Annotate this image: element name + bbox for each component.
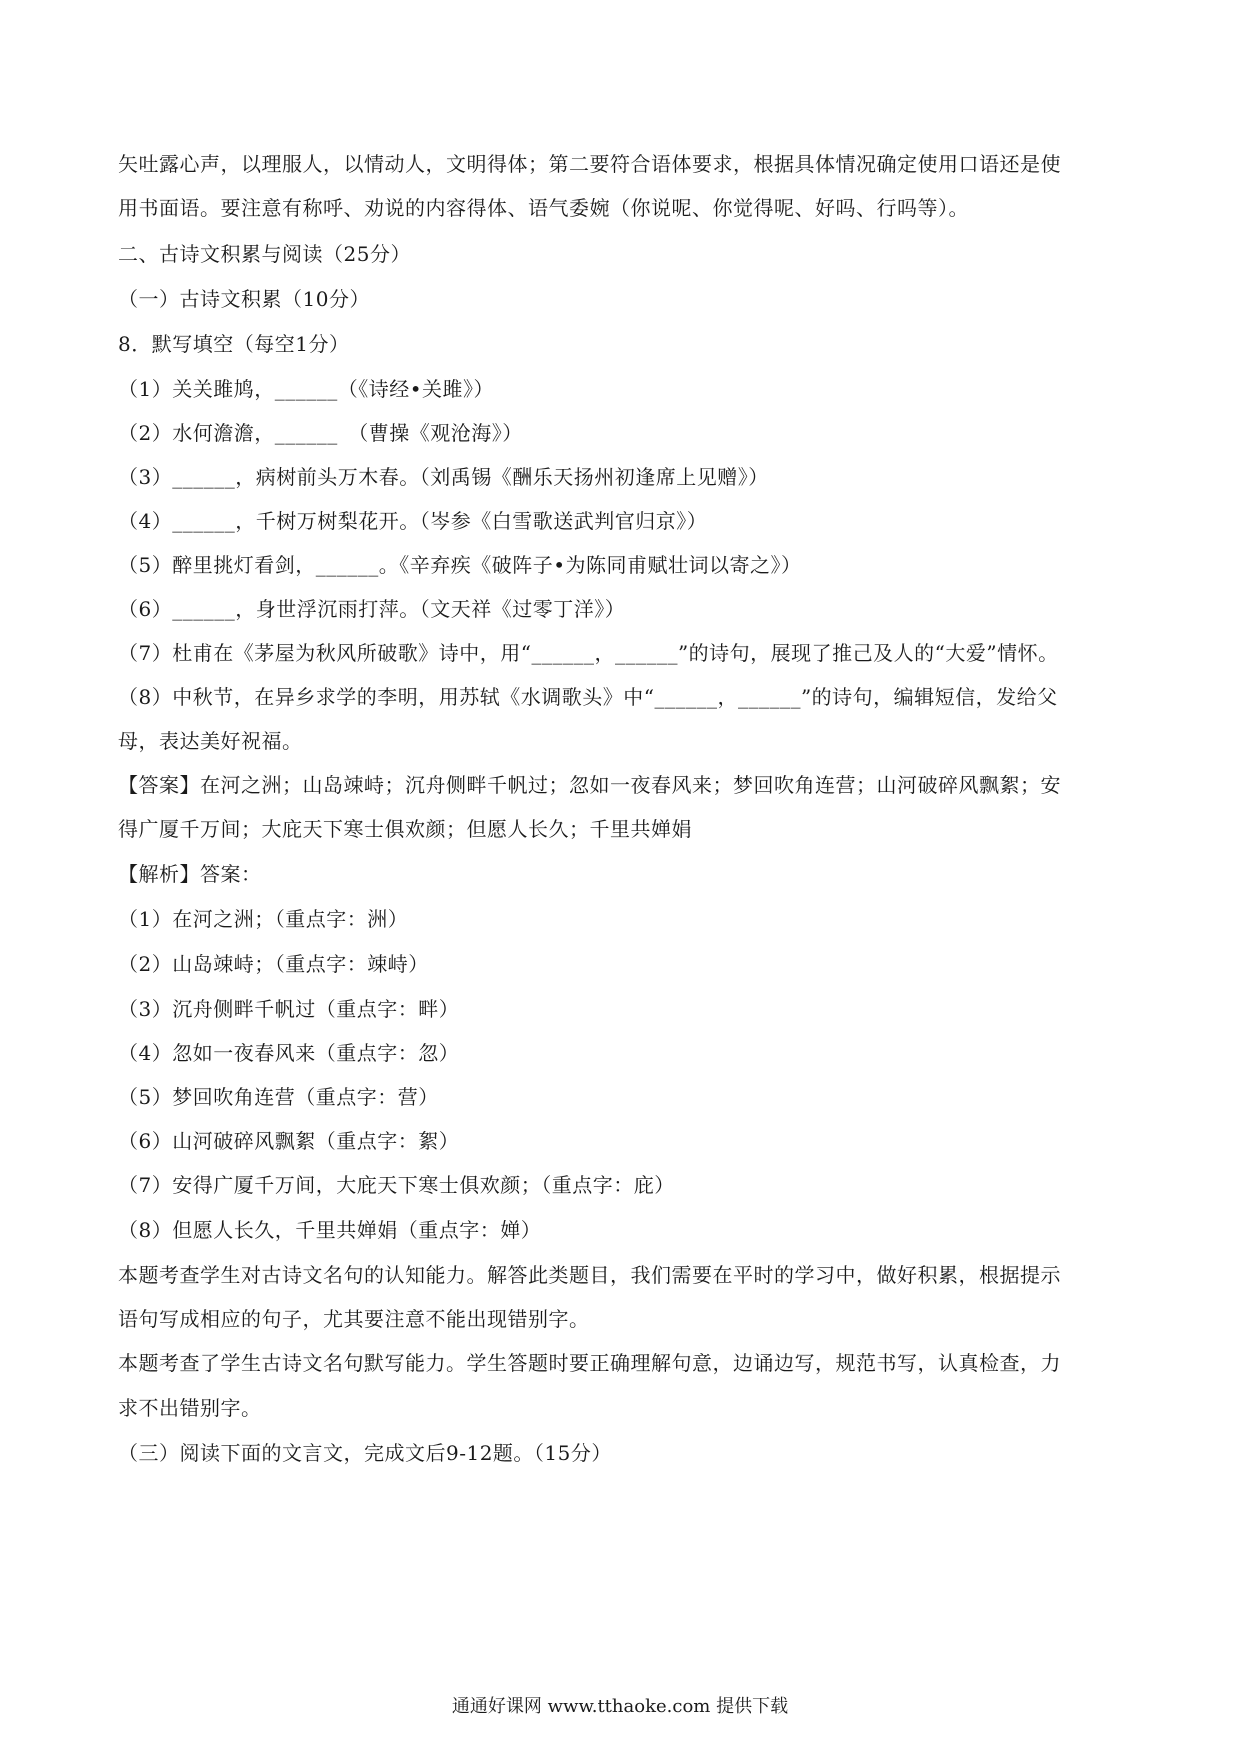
question-item-text: （2）水何澹澹，______ （曹操《观沧海》） bbox=[118, 421, 523, 445]
question-item bbox=[118, 683, 1058, 711]
question-item bbox=[118, 639, 1059, 667]
question-item bbox=[118, 595, 625, 623]
analysis-item-text: （1）在河之洲；（重点字：洲） bbox=[118, 907, 409, 931]
subsection-heading-text: （一）古诗文积累（10分） bbox=[118, 287, 370, 311]
text-line-content: 用书面语。要注意有称呼、劝说的内容得体、语气委婉（你说呢、你觉得呢、好吗、行吗等）。 bbox=[118, 196, 969, 220]
subsection-heading-text: （三）阅读下面的文言文，完成文后9-12题。（15分） bbox=[118, 1441, 612, 1465]
question-item-continued bbox=[118, 727, 303, 755]
answer-line bbox=[118, 771, 1061, 799]
analysis-item-text: （5）梦回吹角连营（重点字：营） bbox=[118, 1085, 439, 1109]
explanation-line bbox=[118, 1261, 1061, 1289]
question-title bbox=[118, 330, 349, 358]
question-item-text: （4）______，千树万树梨花开。（岑参《白雪歌送武判官归京》） bbox=[118, 509, 708, 533]
question-item-text: （5）醉里挑灯看剑，______。《辛弃疾《破阵子•为陈同甫赋壮词以寄之》） bbox=[118, 553, 802, 577]
analysis-item bbox=[118, 905, 408, 933]
question-item-text: （1）关关雎鸠，______（《诗经•关雎》） bbox=[118, 377, 495, 401]
question-item bbox=[118, 551, 802, 579]
section-heading bbox=[118, 240, 411, 268]
text-line bbox=[118, 150, 1061, 178]
footer-text: 通通好课网 www.tthaoke.com 提供下载 bbox=[451, 1696, 789, 1717]
subsection-heading bbox=[118, 285, 370, 313]
explanation-line bbox=[118, 1394, 262, 1422]
analysis-item bbox=[118, 1127, 459, 1155]
answer-line bbox=[118, 815, 692, 843]
subsection-heading bbox=[118, 1439, 612, 1467]
question-item bbox=[118, 463, 769, 491]
question-item-text: （8）中秋节，在异乡求学的李明，用苏轼《水调歌头》中“______，______”的诗句，编辑短信，发给父 bbox=[118, 685, 1058, 709]
analysis-heading-text: 【解析】答案： bbox=[118, 862, 262, 886]
analysis-item bbox=[118, 1083, 439, 1111]
explanation-text: 语句写成相应的句子，尤其要注意不能出现错别字。 bbox=[118, 1307, 590, 1331]
text-line-content: 矢吐露心声，以理服人，以情动人，文明得体；第二要符合语体要求，根据具体情况确定使用口语还是使 bbox=[118, 152, 1061, 176]
question-item-text: （6）______，身世浮沉雨打萍。（文天祥《过零丁洋》） bbox=[118, 597, 626, 621]
question-item bbox=[118, 375, 494, 403]
question-item bbox=[118, 507, 707, 535]
explanation-text: 求不出错别字。 bbox=[118, 1396, 262, 1420]
analysis-item bbox=[118, 1039, 459, 1067]
analysis-item bbox=[118, 950, 429, 978]
analysis-item bbox=[118, 1171, 675, 1199]
question-item bbox=[118, 419, 523, 447]
explanation-line bbox=[118, 1305, 590, 1333]
analysis-item bbox=[118, 1216, 541, 1244]
analysis-item-text: （6）山河破碎风飘絮（重点字：絮） bbox=[118, 1129, 460, 1153]
section-heading-text: 二、古诗文积累与阅读（25分） bbox=[118, 242, 411, 266]
analysis-item-text: （4）忽如一夜春风来（重点字：忽） bbox=[118, 1041, 460, 1065]
analysis-item-text: （3）沉舟侧畔千帆过（重点字：畔） bbox=[118, 997, 460, 1021]
question-item-text: （7）杜甫在《茅屋为秋风所破歌》诗中，用“______，______”的诗句，展现了推己及人的“大爱”情怀。 bbox=[118, 641, 1059, 665]
analysis-item-text: （8）但愿人长久，千里共婵娟（重点字：婵） bbox=[118, 1218, 542, 1242]
question-item-text: （3）______，病树前头万木春。（刘禹锡《酬乐天扬州初逢席上见赠》） bbox=[118, 465, 769, 489]
question-title-text: 8．默写填空（每空1分） bbox=[118, 332, 350, 356]
explanation-text: 本题考查学生对古诗文名句的认知能力。解答此类题目，我们需要在平时的学习中，做好积累，根据提示 bbox=[118, 1263, 1061, 1287]
explanation-line bbox=[118, 1349, 1061, 1377]
text-line bbox=[118, 194, 969, 222]
answer-text: 得广厦千万间；大庇天下寒士俱欢颜；但愿人长久；千里共婵娟 bbox=[118, 817, 692, 841]
explanation-text: 本题考查了学生古诗文名句默写能力。学生答题时要正确理解句意，边诵边写，规范书写，认真检查，力 bbox=[118, 1351, 1061, 1375]
page-footer bbox=[0, 1694, 1240, 1720]
analysis-item-text: （2）山岛竦峙；（重点字：竦峙） bbox=[118, 952, 429, 976]
analysis-heading bbox=[118, 860, 262, 888]
analysis-item bbox=[118, 995, 459, 1023]
question-item-text: 母，表达美好祝福。 bbox=[118, 729, 303, 753]
analysis-item-text: （7）安得广厦千万间，大庇天下寒士俱欢颜；（重点字：庇） bbox=[118, 1173, 675, 1197]
answer-text: 【答案】在河之洲；山岛竦峙；沉舟侧畔千帆过；忽如一夜春风来；梦回吹角连营；山河破碎风飘絮；安 bbox=[118, 773, 1061, 797]
